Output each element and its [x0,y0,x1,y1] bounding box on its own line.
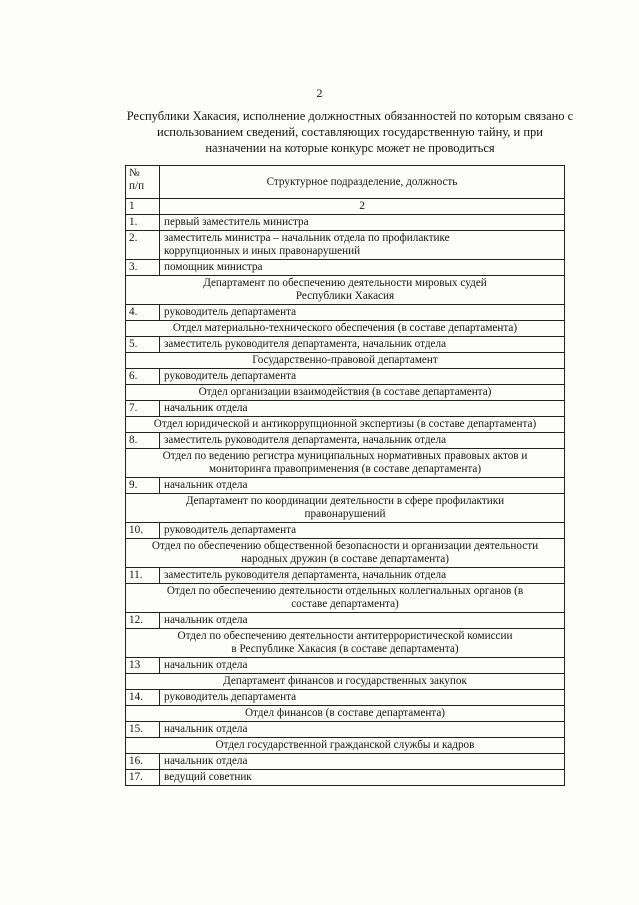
position-title: заместитель руководителя департамента, начальник отдела [160,568,565,584]
position-number: 3. [126,260,160,276]
position-number: 8. [126,433,160,449]
page-number: 2 [316,86,323,100]
section-title: Отдел организации взаимодействия (в составе департамента) [126,385,565,401]
section-title: Отдел юридической и антикоррупционной экспертизы (в составе департамента) [126,417,565,433]
section-row [126,539,565,568]
heading-line-2: использованием сведений, составляющих государственную тайну, и при [157,125,543,139]
section-row [126,321,565,337]
position-row [126,401,565,417]
heading-line-1: Республики Хакасия, исполнение должностных обязанностей по которым связано с [126,109,574,123]
position-row [126,231,565,260]
section-row [126,353,565,369]
section-title: Отдел государственной гражданской службы и кадров [126,738,565,754]
position-title: начальник отдела [160,658,565,674]
position-row [126,433,565,449]
table-header-row [126,166,565,199]
position-row [126,568,565,584]
position-row [126,613,565,629]
section-row [126,706,565,722]
section-title: Отдел по обеспечению деятельности антитеррористической комиссии в Республике Хакасия (в составе департамента) [126,629,565,658]
position-row [126,658,565,674]
section-title: Отдел по обеспечению деятельности отдельных коллегиальных органов (в составе департамента) [126,584,565,613]
section-row [126,449,565,478]
section-title: Департамент по обеспечению деятельности мировых судей Республики Хакасия [126,276,565,305]
section-row [126,385,565,401]
positions-table [125,165,565,786]
header-title-cell: Структурное подразделение, должность [160,166,565,199]
position-title: начальник отдела [160,478,565,494]
heading-line-3: назначении на которые конкурс может не проводиться [205,141,495,155]
position-row [126,754,565,770]
column-index-2: 2 [160,199,565,215]
position-number: 15. [126,722,160,738]
position-row [126,770,565,786]
position-number: 14. [126,690,160,706]
position-title: начальник отдела [160,722,565,738]
position-title: начальник отдела [160,613,565,629]
section-row [126,276,565,305]
section-row [126,494,565,523]
position-title: помощник министра [160,260,565,276]
position-number: 7. [126,401,160,417]
section-title: Отдел по обеспечению общественной безопасности и организации деятельности народных дружин (в составе департамента) [126,539,565,568]
position-row [126,722,565,738]
document-heading [120,108,580,156]
section-title: Отдел материально-технического обеспечения (в составе департамента) [126,321,565,337]
header-number-cell: № п/п [126,166,160,199]
position-number: 11. [126,568,160,584]
column-index-row [126,199,565,215]
section-row [126,738,565,754]
position-title: руководитель департамента [160,305,565,321]
position-number: 4. [126,305,160,321]
section-title: Отдел по ведению регистра муниципальных нормативных правовых актов и мониторинга правоприменения (в составе департамента) [126,449,565,478]
position-row [126,215,565,231]
position-title: начальник отдела [160,754,565,770]
position-title: ведущий советник [160,770,565,786]
position-row [126,305,565,321]
position-row [126,690,565,706]
section-title: Отдел финансов (в составе департамента) [126,706,565,722]
position-number: 12. [126,613,160,629]
position-number: 1. [126,215,160,231]
position-title: заместитель руководителя департамента, начальник отдела [160,337,565,353]
section-row [126,674,565,690]
position-title: заместитель руководителя департамента, начальник отдела [160,433,565,449]
position-title: первый заместитель министра [160,215,565,231]
position-row [126,260,565,276]
position-number: 6. [126,369,160,385]
position-title: заместитель министра – начальник отдела по профилактике коррупционных и иных правонарушений [160,231,565,260]
position-number: 10. [126,523,160,539]
position-title: начальник отдела [160,401,565,417]
position-title: руководитель департамента [160,369,565,385]
position-row [126,369,565,385]
section-title: Государственно-правовой департамент [126,353,565,369]
section-title: Департамент по координации деятельности в сфере профилактики правонарушений [126,494,565,523]
position-title: руководитель департамента [160,690,565,706]
position-row [126,478,565,494]
position-title: руководитель департамента [160,523,565,539]
position-row [126,523,565,539]
position-number: 9. [126,478,160,494]
position-number: 2. [126,231,160,260]
section-row [126,417,565,433]
section-row [126,629,565,658]
section-title: Департамент финансов и государственных закупок [126,674,565,690]
column-index-1: 1 [126,199,160,215]
position-number: 13 [126,658,160,674]
position-number: 17. [126,770,160,786]
position-row [126,337,565,353]
position-number: 5. [126,337,160,353]
section-row [126,584,565,613]
position-number: 16. [126,754,160,770]
